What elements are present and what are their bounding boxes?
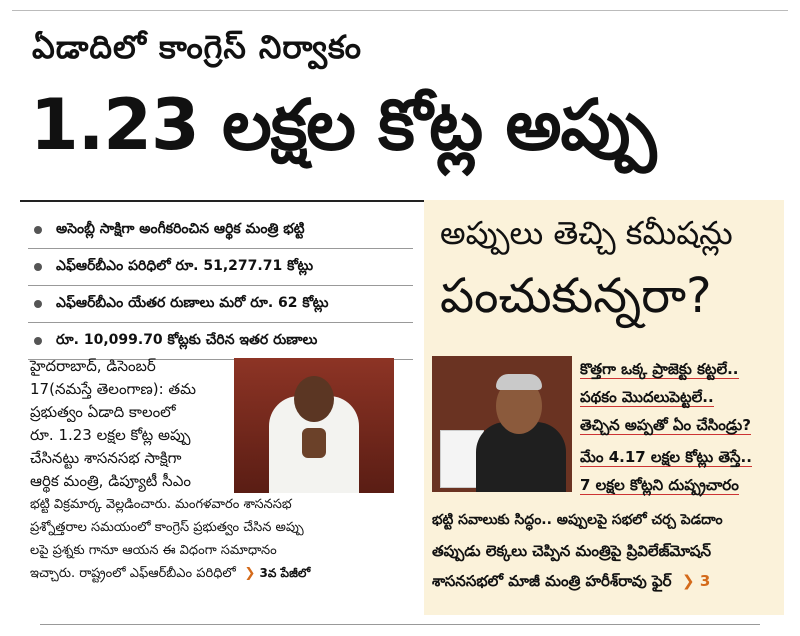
continued-page-label: 3వ పేజీలో	[259, 566, 311, 580]
side-story-box	[424, 200, 784, 615]
subline-last: శాసనసభలో మాజీ మంత్రి హరీశ్‌రావు ఫైర్ ❯ 3	[432, 572, 711, 590]
story-body: హైదరాబాద్, డిసెంబర్ 17(నమస్తే తెలంగాణ): తమ ప్రభుత్వం ఏడాది కాలంలో రూ. 1.23 లక్షల కోట్ల అప్పు చేసినట్టు శాసనసభ సాక్షిగా ఆర్థిక మంత్రి, డిప్యూటీ సీఎం భట్టి విక్రమార్క వెల్లడించారు. మంగళవారం శాసనసభ ప్రశ్నోత్తరాల సమయంలో కాంగ్రెస్ ప్రభుత్వం చేసిన అప్పు లపై ప్రశ్నకు గానూ ఆయన ఈ విధంగా సమాధానం ఇచ్చారు. రాష్ట్రంలో ఎఫ్ఆర్‌బీఎం పరిధిలో ❯ 3వ పేజీలో	[30, 357, 311, 581]
quote-line: 7 లక్షల కోట్లని దుష్ప్రచారం	[580, 476, 739, 494]
side-headline-1: అప్పులు తెచ్చి కమీషన్లు	[440, 214, 733, 252]
bullet-item: ఎఫ్ఆర్‌బీఎం యేతర రుణాలు మరో రూ. 62 కోట్లు	[28, 286, 413, 323]
page-ref-arrow-icon: ❯	[676, 572, 695, 590]
bullet-icon	[34, 300, 42, 308]
side-headline-2: పంచుకున్నరా?	[440, 268, 712, 324]
bullet-item: అసెంబ్లీ సాక్షిగా అంగీకరించిన ఆర్థిక మంత్రి భట్టి	[28, 212, 413, 249]
subline: భట్టి సవాలుకు సిద్ధం.. అప్పులపై సభలో చర్చ పెడదాం	[432, 512, 723, 528]
bullet-item: ఎఫ్ఆర్‌బీఎం పరిధిలో రూ. 51,277.71 కోట్లు	[28, 249, 413, 286]
minister-photo	[234, 358, 394, 493]
quote-line: తెచ్చిన అప్పతో ఏం చేసిండ్రు?	[580, 416, 751, 434]
kicker-headline: ఏడాదిలో కాంగ్రెస్ నిర్వాకం	[32, 28, 362, 66]
quote-line: మేం 4.17 లక్షల కోట్లు తెస్తే..	[580, 448, 752, 466]
subline: తప్పుడు లెక్కలు చెప్పిన మంత్రిపై ప్రివిలేజ్‌మోషన్	[432, 542, 711, 560]
bullet-icon	[34, 337, 42, 345]
bullet-icon	[34, 263, 42, 271]
bullet-item: రూ. 10,099.70 కోట్లకు చేరిన ఇతర రుణాలు	[28, 323, 413, 360]
bullet-list	[28, 212, 413, 360]
page-ref: 3	[699, 572, 711, 590]
quote-line: పథకం మొదలుపెట్టలే..	[580, 388, 714, 406]
footer-divider	[40, 624, 760, 625]
quote-line: కొత్తగా ఒక్క ప్రాజెక్టు కట్టలే..	[580, 360, 739, 378]
bullet-icon	[34, 226, 42, 234]
continued-arrow-icon: ❯	[239, 566, 256, 581]
main-headline: 1.23 లక్షల కోట్ల అప్పు	[30, 84, 656, 166]
harish-rao-photo	[432, 356, 572, 492]
